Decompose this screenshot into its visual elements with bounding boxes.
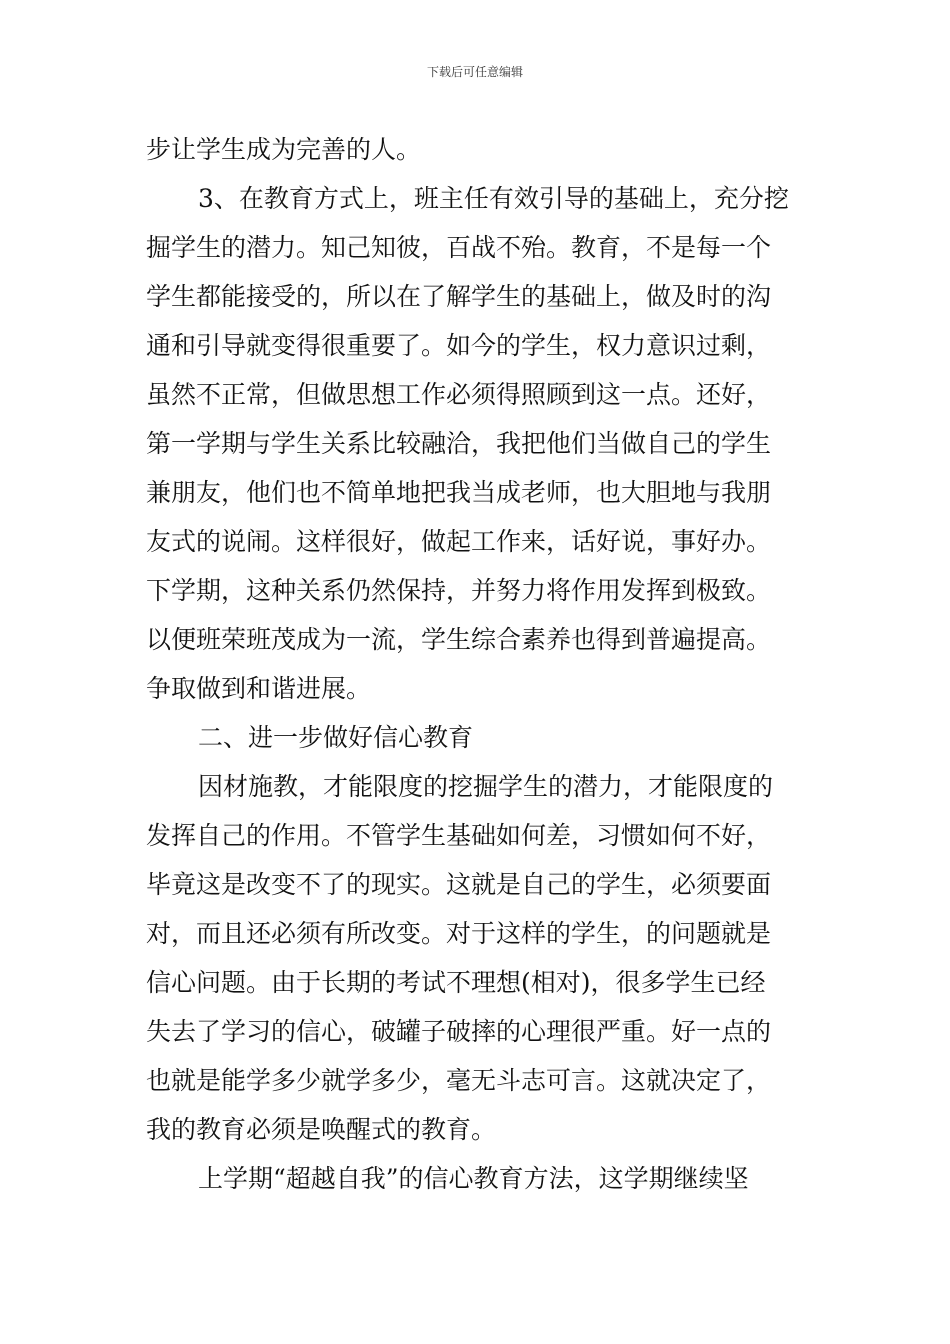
- text-line: 掘学生的潜力。知己知彼，百战不殆。教育，不是每一个: [146, 233, 772, 262]
- text-line: 第一学期与学生关系比较融洽，我把他们当做自己的学生: [146, 429, 772, 458]
- text-line: 毕竟这是改变不了的现实。这就是自己的学生，必须要面: [146, 870, 772, 899]
- text-line: 我的教育必须是唤醒式的教育。: [146, 1115, 497, 1144]
- text-line: 因材施教，才能限度的挖掘学生的潜力，才能限度的: [198, 772, 774, 801]
- text-line: 兼朋友，他们也不简单地把我当成老师，也大胆地与我朋: [146, 478, 772, 507]
- text-line: 上学期“超越自我”的信心教育方法，这学期继续坚: [198, 1164, 749, 1193]
- text-line: 发挥自己的作用。不管学生基础如何差，习惯如何不好，: [146, 821, 772, 850]
- text-line: 3、在教育方式上，班主任有效引导的基础上，充分挖: [198, 184, 789, 213]
- text-line: 二、进一步做好信心教育: [198, 723, 474, 752]
- text-line: 友式的说闹。这样很好，做起工作来，话好说，事好办。: [146, 527, 772, 556]
- page-header: 下载后可任意编辑: [426, 65, 523, 79]
- text-line: 也就是能学多少就学多少，毫无斗志可言。这就决定了，: [146, 1066, 772, 1095]
- text-line: 以便班荣班茂成为一流，学生综合素养也得到普遍提高。: [146, 625, 772, 654]
- text-line: 失去了学习的信心，破罐子破摔的心理很严重。好一点的: [146, 1017, 772, 1046]
- text-line: 学生都能接受的，所以在了解学生的基础上，做及时的沟: [146, 282, 772, 311]
- text-line: 步让学生成为完善的人。: [146, 135, 422, 164]
- text-line: 通和引导就变得很重要了。如今的学生，权力意识过剩，: [146, 331, 772, 360]
- text-line: 对，而且还必须有所改变。对于这样的学生，的问题就是: [146, 919, 772, 948]
- text-line: 下学期，这种关系仍然保持，并努力将作用发挥到极致。: [146, 576, 772, 605]
- text-line: 争取做到和谐进展。: [146, 674, 372, 703]
- text-line: 虽然不正常，但做思想工作必须得照顾到这一点。还好，: [146, 380, 772, 409]
- text-line: 信心问题。由于长期的考试不理想(相对)，很多学生已经: [146, 968, 766, 997]
- body-text: [146, 125, 810, 1203]
